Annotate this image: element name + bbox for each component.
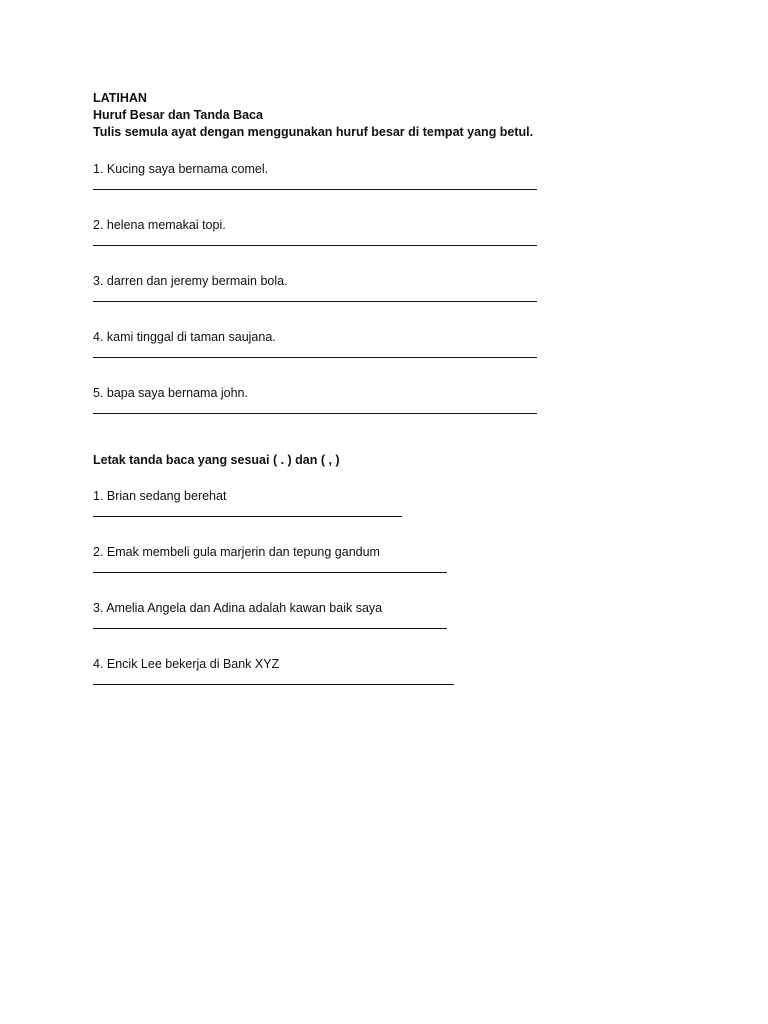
punctuation-exercise [93,488,713,685]
worksheet-instruction: Tulis semula ayat dengan menggunakan huruf besar di tempat yang betul. [93,125,534,139]
answer-line [93,357,537,358]
worksheet-title: LATIHAN [93,91,147,105]
exercise-item [93,161,713,190]
worksheet-page [93,90,713,712]
exercise-item [93,544,713,573]
exercise-item [93,488,713,517]
exercise-sentence: 2. helena memakai topi. [93,218,226,232]
exercise-item [93,385,713,414]
answer-line [93,572,447,573]
exercise-sentence: 2. Emak membeli gula marjerin dan tepung gandum [93,545,380,559]
exercise-item [93,273,713,302]
exercise-sentence: 1. Kucing saya bernama comel. [93,162,269,176]
answer-line [93,516,402,517]
exercise-item [93,217,713,246]
exercise-sentence: 4. Encik Lee bekerja di Bank XYZ [93,657,280,671]
exercise-item [93,329,713,358]
exercise-sentence: 5. bapa saya bernama john. [93,386,248,400]
worksheet-subtitle: Huruf Besar dan Tanda Baca [93,108,263,122]
answer-line [93,628,447,629]
punctuation-section-title: Letak tanda baca yang sesuai ( . ) dan ( , ) [93,453,340,467]
exercise-sentence: 3. Amelia Angela dan Adina adalah kawan baik saya [93,601,383,615]
answer-line [93,413,537,414]
worksheet-header [93,90,713,141]
answer-line [93,245,537,246]
answer-line [93,301,537,302]
capitalization-exercise [93,161,713,414]
answer-line [93,684,454,685]
exercise-sentence: 3. darren dan jeremy bermain bola. [93,274,288,288]
exercise-sentence: 1. Brian sedang berehat [93,489,227,503]
answer-line [93,189,537,190]
exercise-item [93,656,713,685]
exercise-sentence: 4. kami tinggal di taman saujana. [93,330,276,344]
exercise-item [93,600,713,629]
